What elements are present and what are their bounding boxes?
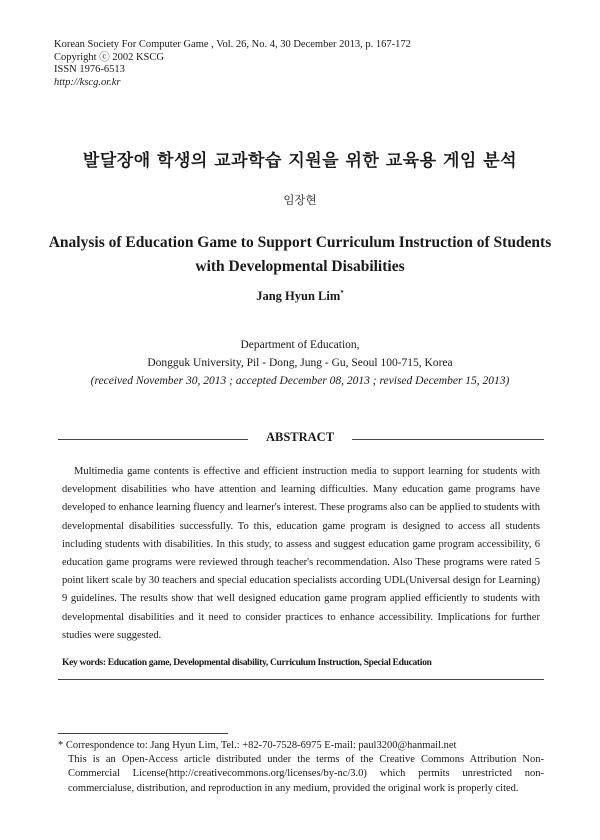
affiliation (0, 336, 600, 390)
author-name: Jang Hyun Lim (256, 289, 341, 304)
license-note: This is an Open-Access article distributed under the terms of the Creative Commons Attribution Non-Commercial License(http://creativecommons.org/licenses/by-nc/3.0) which permits unrestricted non-commercialuse, distribution, and reproduction in any medium, provided the original work is properly cited. (68, 754, 544, 794)
affiliation-department: Department of Education, (240, 339, 360, 351)
journal-url[interactable]: http://kscg.or.kr (54, 76, 121, 88)
abstract-heading: ABSTRACT (265, 430, 335, 444)
english-title: Analysis of Education Game to Support Curriculum Instruction of Students with Developmental Disabilities (48, 234, 552, 275)
abstract-divider-right (352, 439, 544, 440)
author-footnote-mark: * (340, 289, 344, 297)
keywords-divider (58, 679, 544, 680)
journal-header (54, 39, 411, 89)
submission-dates: (received November 30, 2013 ; accepted December 08, 2013 ; revised December 15, 2013) (90, 375, 510, 387)
abstract-divider-left (58, 439, 248, 440)
english-author (0, 289, 600, 304)
correspondence-note: * Correspondence to: Jang Hyun Lim, Tel.: +82-70-7528-6975 E-mail: paul3200@hanmail.net (58, 740, 457, 751)
issn: ISSN 1976-6513 (54, 64, 125, 75)
journal-citation: Korean Society For Computer Game , Vol. 26, No. 4, 30 December 2013, p. 167-172 (54, 39, 411, 50)
korean-title: 발달장애 학생의 교과학습 지원을 위한 교육용 게임 분석 (82, 151, 518, 171)
footnote (58, 739, 544, 796)
abstract-body: Multimedia game contents is effective and efficient instruction media to support learning for students with development disabilities who have attention and learning difficulties. Many education game programs have developed to enhance learning fluency and learner's interest. These programs also can be applied to students with developmental disabilities successfully. To this, education game program is designed to access all students including students with disabilities. In this study, to assess and suggest education game program accessibility, 6 education game programs were reviewed through teacher's recommendation. Also These programs were rated 5 point likert scale by 30 teachers and special education specialists according UDL(Universal design for Learning) 9 guidelines. The results show that well designed education game program applied efficiently to students with developmental disabilities and it need to consider practices to enhance accessibility. Implications for further studies were suggested. (62, 466, 540, 641)
keywords: Key words: Education game, Developmental disability, Curriculum Instruction, Special Education (62, 657, 432, 668)
footnote-divider (58, 733, 228, 734)
copyright-notice: Copyright ⓒ 2002 KSCG (54, 51, 164, 63)
korean-author: 임장현 (283, 193, 317, 207)
affiliation-address: Dongguk University, Pil - Dong, Jung - Gu, Seoul 100-715, Korea (147, 357, 453, 369)
